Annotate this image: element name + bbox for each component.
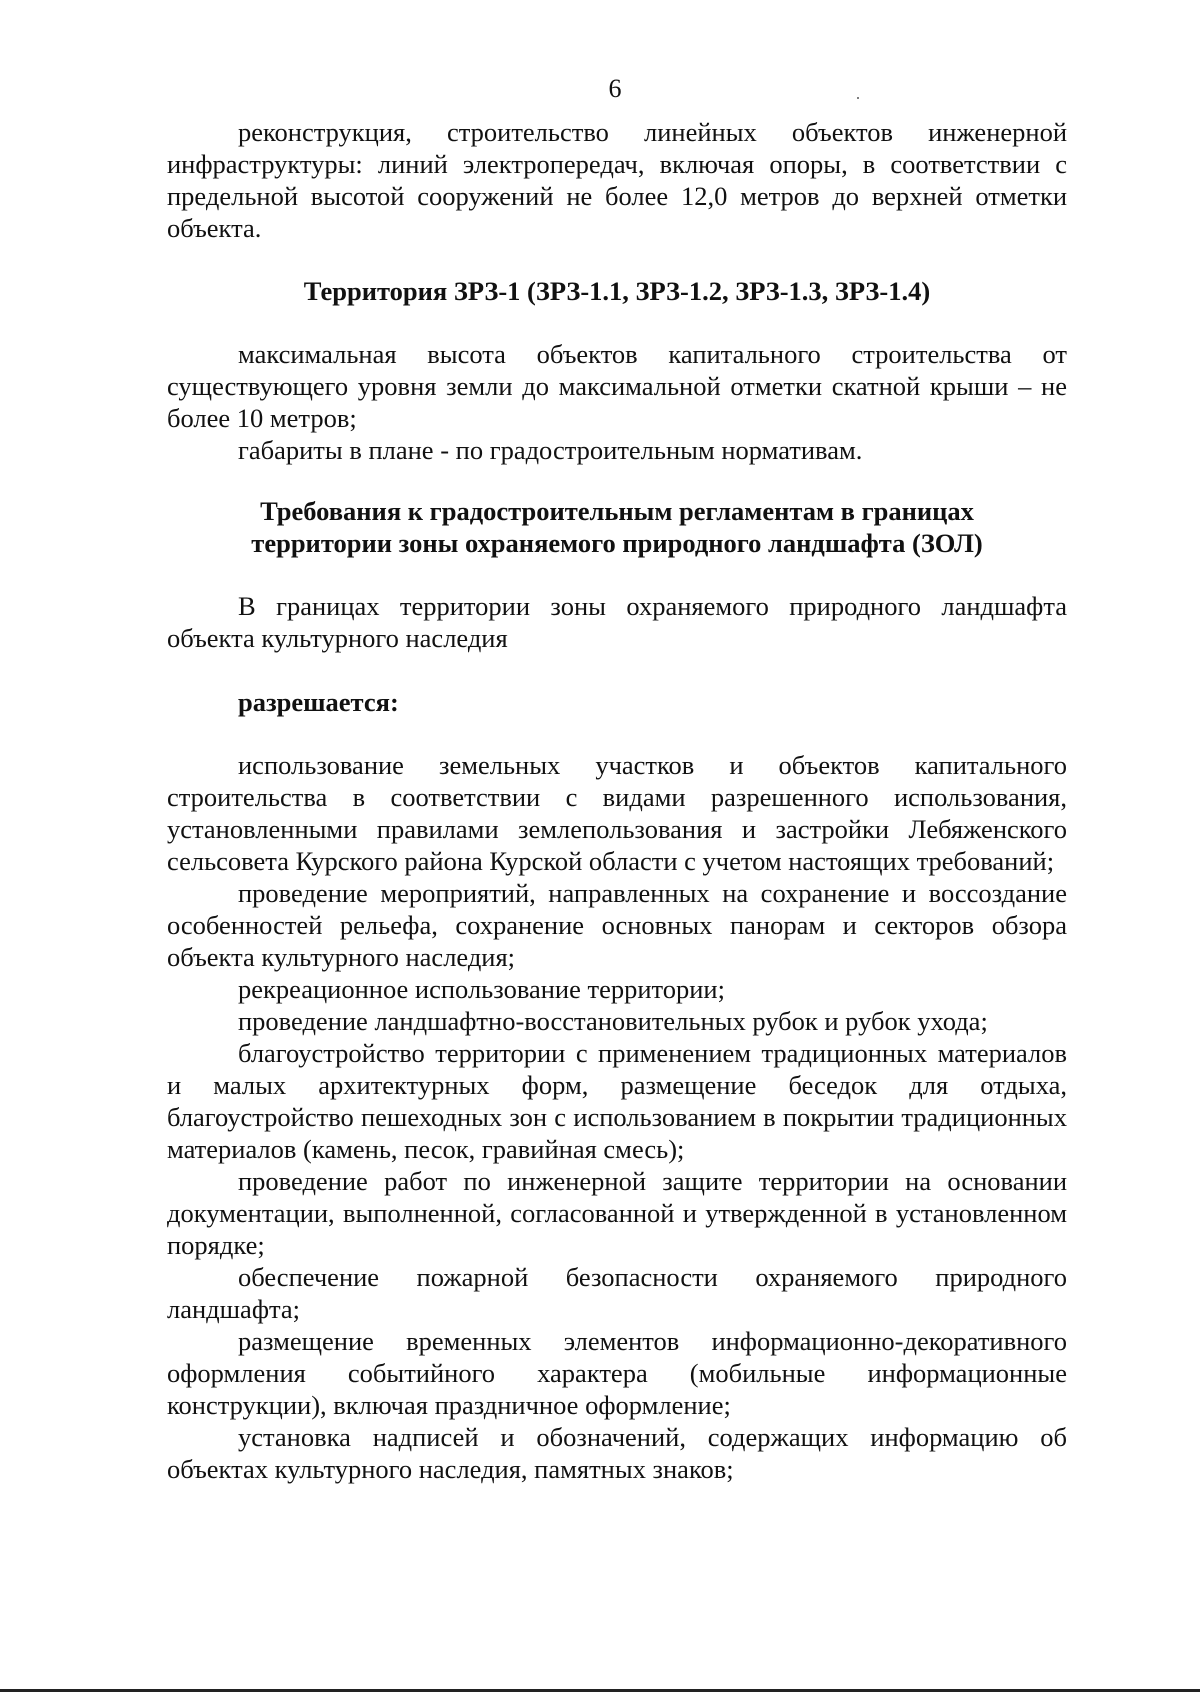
heading-zol-line-2: территории зоны охраняемого природного ландшафта (ЗОЛ) (251, 528, 983, 558)
allowed-item-signs: установка надписей и обозначений, содержащих информацию об объектах культурного наследия, памятных знаков; (167, 1422, 1067, 1484)
allowed-item-relief: проведение мероприятий, направленных на сохранение и воссоздание особенностей рельефа, сохранение основных панорам и секторов обзора объекта культурного наследия; (167, 878, 1067, 972)
page-number: 6 (608, 74, 622, 103)
allowed-item-cutting: проведение ландшафтно-восстановительных рубок и рубок ухода; (238, 1006, 988, 1036)
allowed-label: разрешается: (238, 687, 399, 717)
allowed-item-fire-safety: обеспечение пожарной безопасности охраняемого природного ландшафта; (167, 1262, 1067, 1324)
allowed-item-recreation: рекреационное использование территории; (238, 974, 725, 1004)
allowed-item-land-use: использование земельных участков и объектов капитального строительства в соответствии с видами разрешенного использования, установленными правилами землепользования и застройки Лебяженского сельсовета Курского района Курской области с учетом настоящих требований; (167, 750, 1067, 876)
paragraph-dimensions: габариты в плане - по градостроительным нормативам. (238, 435, 863, 465)
allowed-item-landscaping: благоустройство территории с применением традиционных материалов и малых архитектурных форм, размещение беседок для отдыха, благоустройство пешеходных зон с использованием в покрытии традиционных материалов (камень, песок, гравийная смесь); (167, 1038, 1067, 1164)
heading-zol-line-1: Требования к градостроительным регламентам в границах (260, 496, 974, 526)
allowed-item-engineering: проведение работ по инженерной защите территории на основании документации, выполненной, согласованной и утвержденной в установленном порядке; (167, 1166, 1067, 1260)
heading-zol (167, 495, 1067, 559)
paragraph-max-height: максимальная высота объектов капитального строительства от существующего уровня земли до максимальной отметки скатной крыши – не более 10 метров; (167, 339, 1067, 433)
document-body (167, 116, 1067, 1485)
paragraph-reconstruction: реконструкция, строительство линейных объектов инженерной инфраструктуры: линий электропередач, включая опоры, в соответствии с предельной высотой сооружений не более 12,0 метров до верхней отметки объекта. (167, 117, 1067, 243)
scan-speck (857, 97, 859, 99)
allowed-item-decoration: размещение временных элементов информационно-декоративного оформления событийного характера (мобильные информационные конструкции), включая праздничное оформление; (167, 1326, 1067, 1420)
heading-zrz: Территория ЗРЗ-1 (ЗРЗ-1.1, ЗРЗ-1.2, ЗРЗ-1.3, ЗРЗ-1.4) (303, 276, 931, 306)
scan-edge-line (0, 1689, 1200, 1692)
paragraph-zol-intro: В границах территории зоны охраняемого природного ландшафта объекта культурного наследия (167, 591, 1067, 653)
